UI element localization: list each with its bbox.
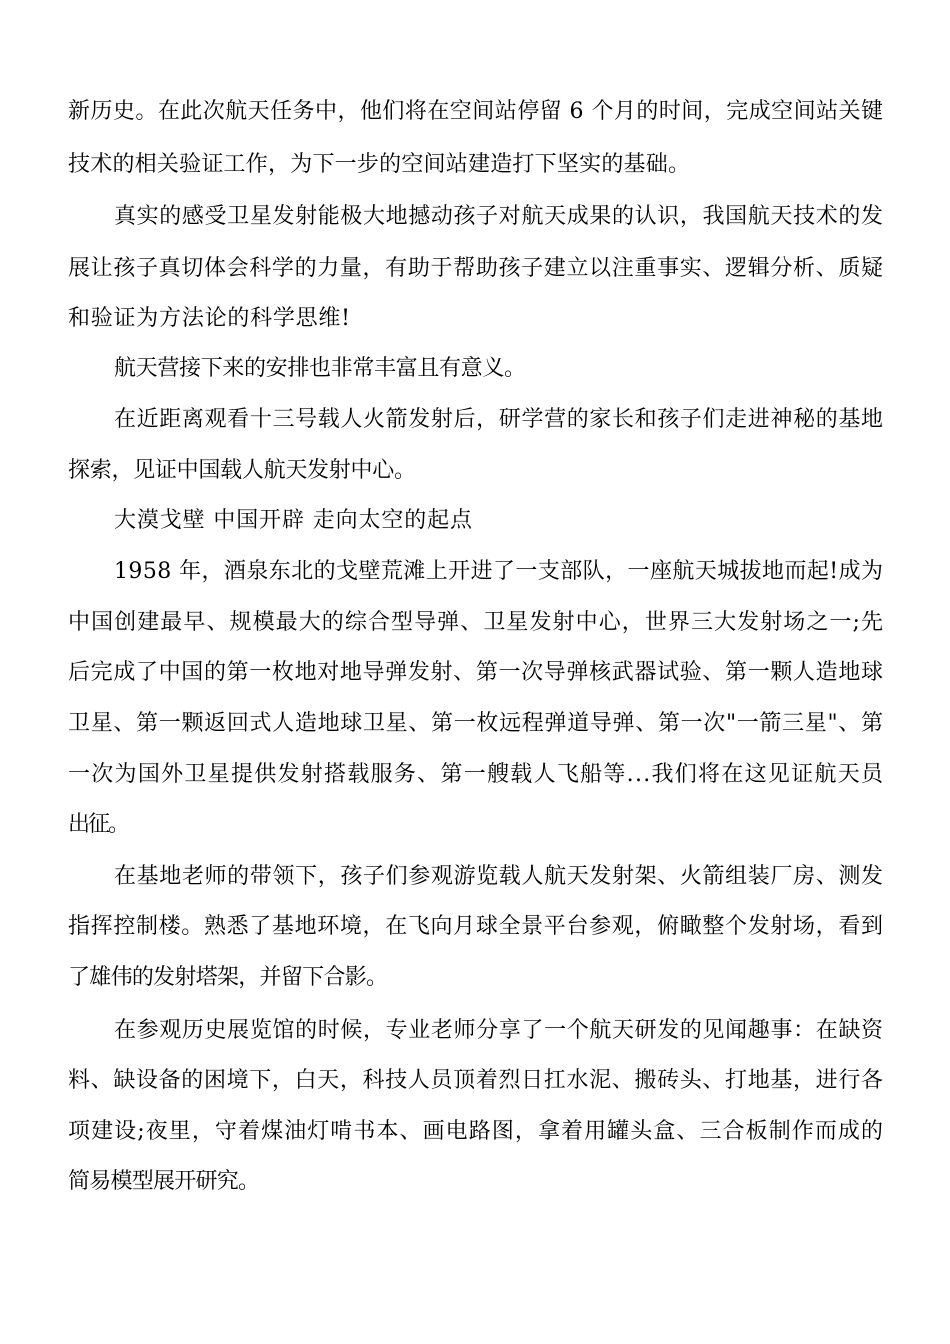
text-line: 技术的相关验证工作，为下一步的空间站建造打下坚实的基础。 xyxy=(68,152,691,177)
text-line: 了雄伟的发射塔架，并留下合影。 xyxy=(68,965,388,990)
text-line: 新历史。在此次航天任务中，他们将在空间站停留 6 个月的时间，完成空间站关键 xyxy=(68,99,884,124)
text-line: 出征。 xyxy=(68,812,128,837)
text-line: 和验证为方法论的科学思维! xyxy=(68,306,351,331)
text-line: 展让孩子真切体会科学的力量，有助于帮助孩子建立以注重事实、逻辑分析、质疑 xyxy=(68,256,884,281)
text-line: 真实的感受卫星发射能极大地撼动孩子对航天成果的认识，我国航天技术的发 xyxy=(114,204,884,229)
text-line: 在参观历史展览馆的时候，专业老师分享了一个航天研发的见闻趣事：在缺资 xyxy=(114,1018,884,1043)
text-line: 指挥控制楼。熟悉了基地环境，在飞向月球全景平台参观，俯瞰整个发射场，看到 xyxy=(68,914,884,939)
text-line: 一次为国外卫星提供发射搭载服务、第一艘载人飞船等...我们将在这见证航天员 xyxy=(68,762,885,787)
text-line: 航天营接下来的安排也非常丰富且有意义。 xyxy=(114,356,526,381)
text-line: 项建设;夜里，守着煤油灯啃书本、画电路图，拿着用罐头盒、三合板制作而成的 xyxy=(68,1119,885,1144)
text-line: 1958 年，酒泉东北的戈壁荒滩上开进了一支部队，一座航天城拔地而起!成为 xyxy=(114,559,884,584)
text-line: 在近距离观看十三号载人火箭发射后，研学营的家长和孩子们走进神秘的基地 xyxy=(114,407,884,432)
text-line: 在基地老师的带领下，孩子们参观游览载人航天发射架、火箭组装厂房、测发 xyxy=(114,864,884,889)
text-line: 中国创建最早、规模最大的综合型导弹、卫星发射中心，世界三大发射场之一;先 xyxy=(68,610,885,635)
text-line: 简易模型展开研究。 xyxy=(68,1169,260,1194)
section-heading: 大漠戈壁 中国开辟 走向太空的起点 xyxy=(114,508,473,533)
text-line: 探索，见证中国载人航天发射中心。 xyxy=(68,458,416,483)
text-line: 料、缺设备的困境下，白天，科技人员顶着烈日扛水泥、搬砖头、打地基，进行各 xyxy=(68,1068,884,1093)
text-line: 卫星、第一颗返回式人造地球卫星、第一枚远程弹道导弹、第一次"一箭三星"、第 xyxy=(68,711,884,736)
text-line: 后完成了中国的第一枚地对地导弹发射、第一次导弹核武器试验、第一颗人造地球 xyxy=(68,660,884,685)
